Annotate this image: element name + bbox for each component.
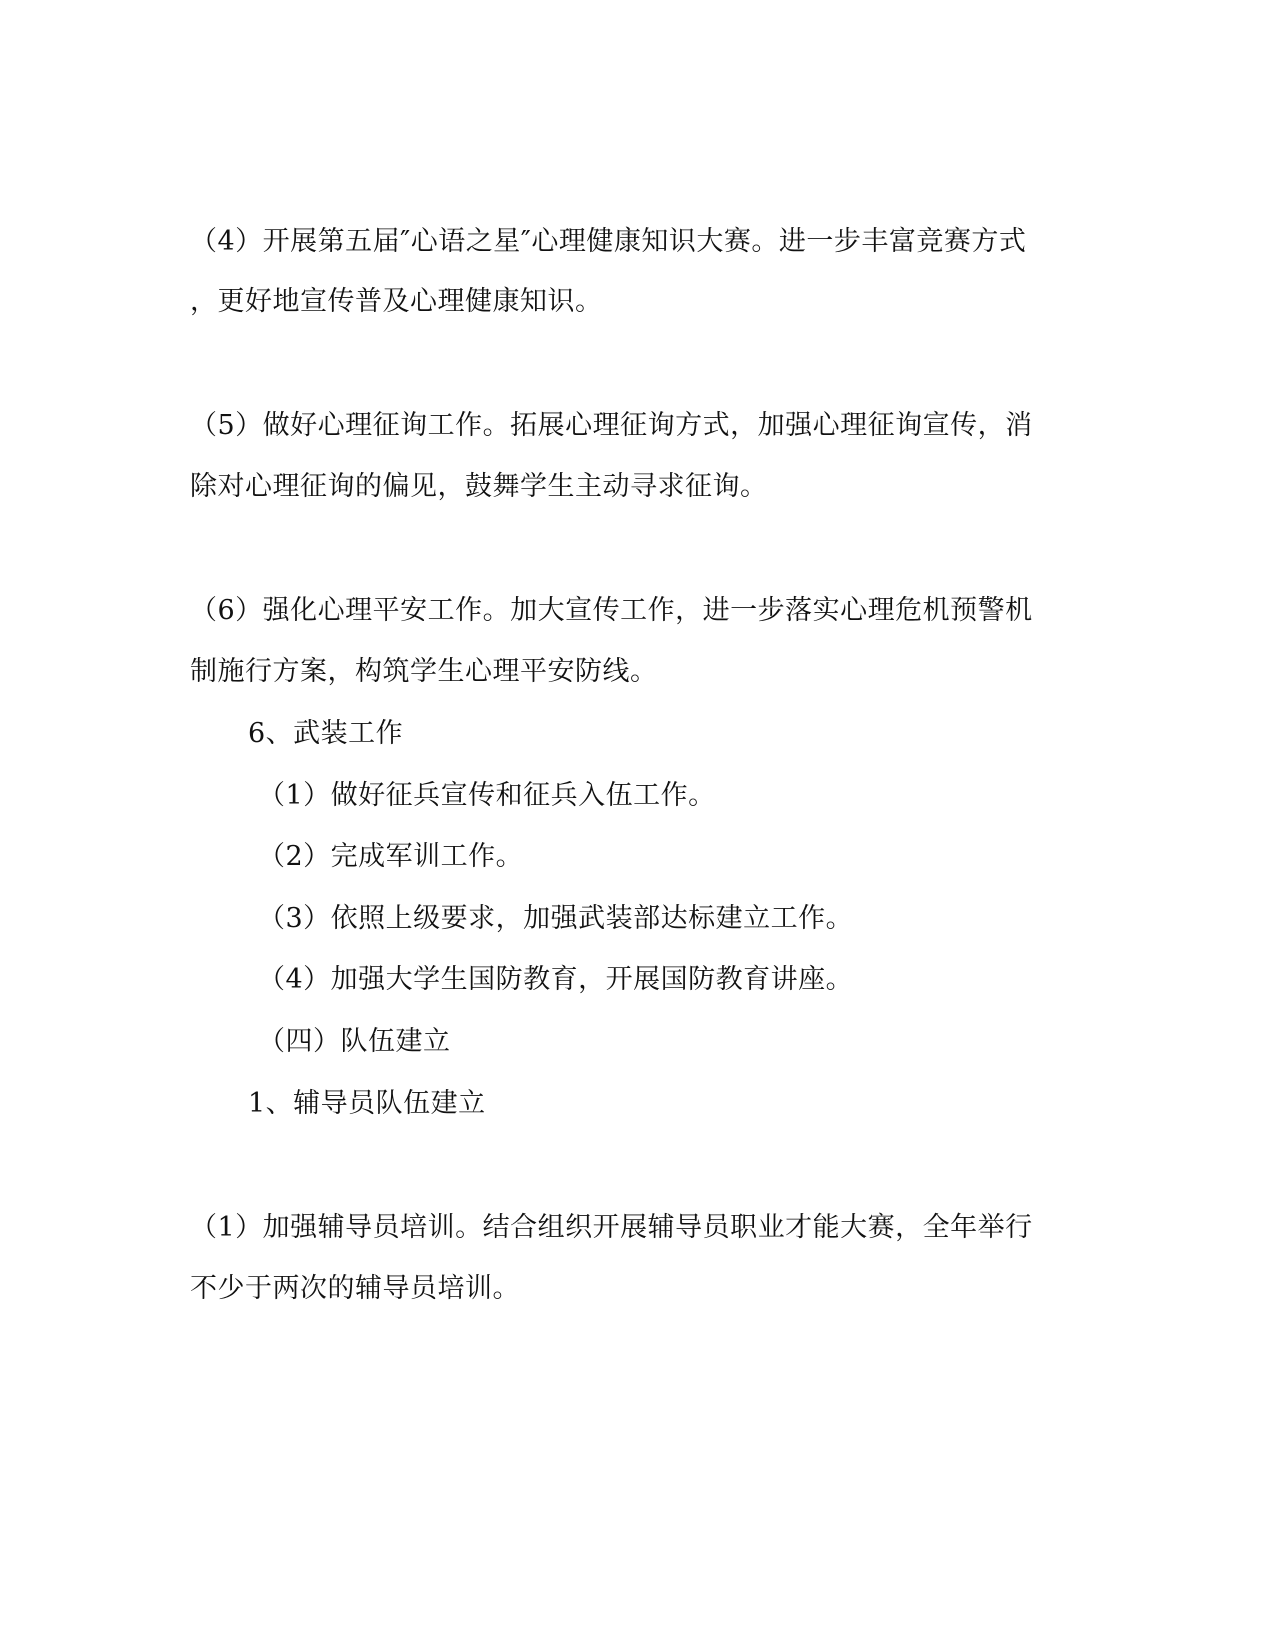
part-4-sub-heading: 1、辅导员队伍建立 [248, 1088, 486, 1119]
section-6-heading: 6、武装工作 [248, 718, 404, 749]
paragraph-6-line-1: （6）强化心理平安工作。加大宣传工作，进一步落实心理危机预警机 [190, 595, 1033, 626]
paragraph-4-line-2: ，更好地宣传普及心理健康知识。 [190, 286, 603, 317]
paragraph-6-line-2: 制施行方案，构筑学生心理平安防线。 [190, 656, 658, 687]
last-paragraph-line-1: （1）加强辅导员培训。结合组织开展辅导员职业才能大赛，全年举行 [190, 1212, 1033, 1243]
part-4-heading: （四）队伍建立 [258, 1026, 451, 1057]
last-paragraph-line-2: 不少于两次的辅导员培训。 [190, 1273, 520, 1304]
section-6-item-1: （1）做好征兵宣传和征兵入伍工作。 [258, 780, 716, 811]
paragraph-5-line-1: （5）做好心理征询工作。拓展心理征询方式，加强心理征询宣传，消 [190, 410, 1033, 441]
paragraph-4-line-1: （4）开展第五届″心语之星″心理健康知识大赛。进一步丰富竞赛方式 [190, 226, 1027, 257]
section-6-item-2: （2）完成军训工作。 [258, 841, 524, 872]
section-6-item-3: （3）依照上级要求，加强武装部达标建立工作。 [258, 903, 854, 934]
section-6-item-4: （4）加强大学生国防教育，开展国防教育讲座。 [258, 964, 854, 995]
paragraph-5-line-2: 除对心理征询的偏见，鼓舞学生主动寻求征询。 [190, 471, 768, 502]
